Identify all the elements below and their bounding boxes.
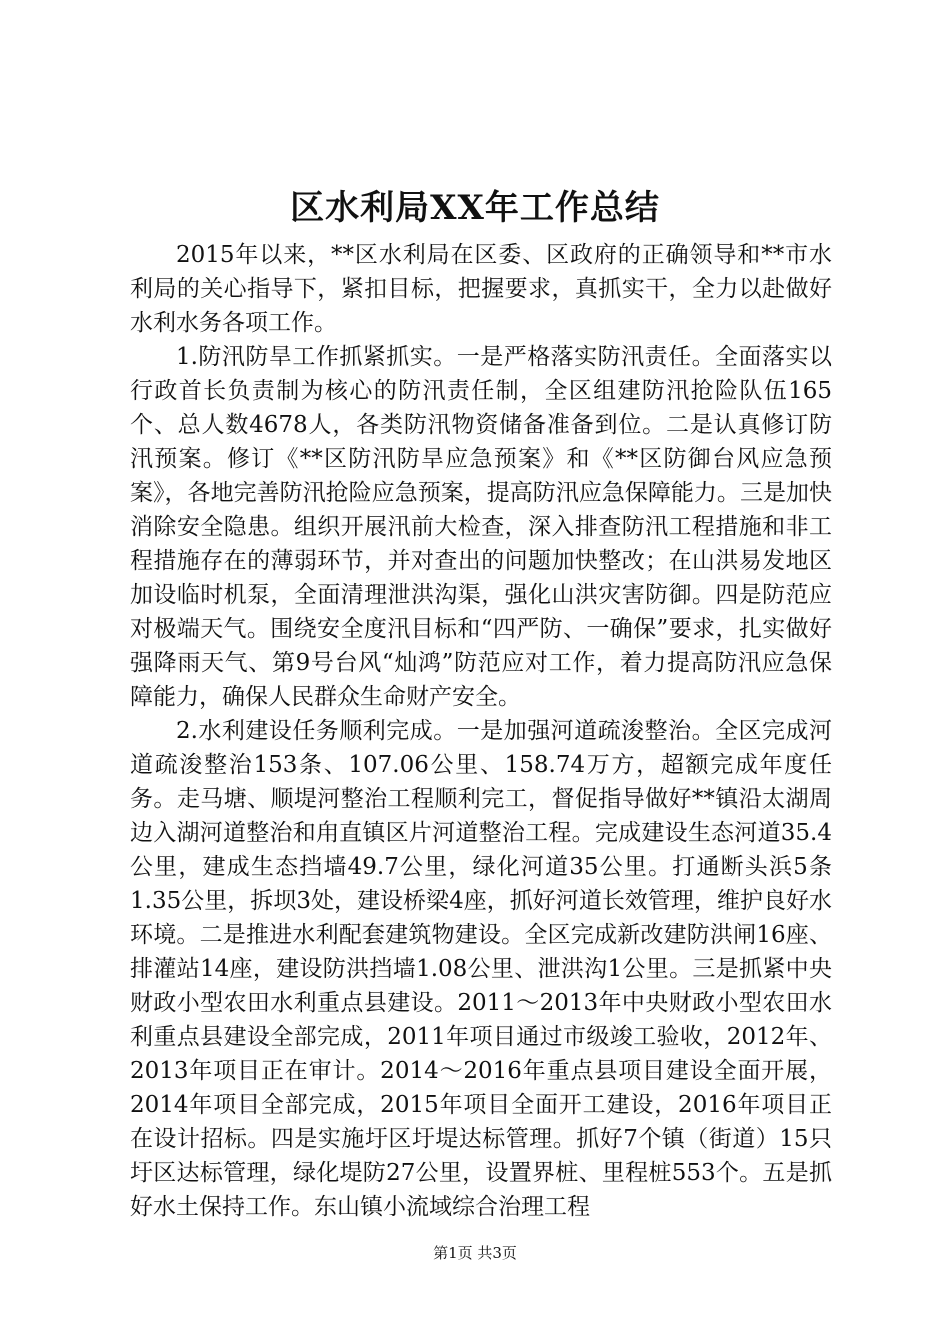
paragraph-intro: 2015年以来，**区水利局在区委、区政府的正确领导和**市水利局的关心指导下，紧扣目标，把握要求，真抓实干，全力以赴做好水利水务各项工作。 <box>130 242 832 336</box>
document-body <box>130 238 832 1224</box>
paragraph-water-construction: 2.水利建设任务顺利完成。一是加强河道疏浚整治。全区完成河道疏浚整治153条、107.06公里、158.74万方，超额完成年度任务。走马塘、顺堤河整治工程顺利完工，督促指导做好**镇沿太湖周边入湖河道整治和甪直镇区片河道整治工程。完成建设生态河道35.4公里，建成生态挡墙49.7公里，绿化河道35公里。打通断头浜5条1.35公里，拆坝3处，建设桥梁4座，抓好河道长效管理，维护良好水环境。二是推进水利配套建筑物建设。全区完成新改建防洪闸16座、排灌站14座，建设防洪挡墙1.08公里、泄洪沟1公里。三是抓紧中央财政小型农田水利重点县建设。2011～2013年中央财政小型农田水利重点县建设全部完成，2011年项目通过市级竣工验收，2012年、2013年项目正在审计。2014～2016年重点县项目建设全面开展，2014年项目全部完成，2015年项目全面开工建设，2016年项目正在设计招标。四是实施圩区圩堤达标管理。抓好7个镇（街道）15只圩区达标管理，绿化堤防27公里，设置界桩、里程桩553个。五是抓好水土保持工作。东山镇小流域综合治理工程 <box>130 718 832 1220</box>
page-number-footer: 第1页 共3页 <box>433 1244 517 1262</box>
document-title: 区水利局XX年工作总结 <box>290 188 660 228</box>
paragraph-flood-control: 1.防汛防旱工作抓紧抓实。一是严格落实防汛责任。全面落实以行政首长负责制为核心的防汛责任制，全区组建防汛抢险队伍165个、总人数4678人，各类防汛物资储备准备到位。二是认真修订防汛预案。修订《**区防汛防旱应急预案》和《**区防御台风应急预案》，各地完善防汛抢险应急预案，提高防汛应急保障能力。三是加快消除安全隐患。组织开展汛前大检查，深入排查防汛工程措施和非工程措施存在的薄弱环节，并对查出的问题加快整改；在山洪易发地区加设临时机泵，全面清理泄洪沟渠，强化山洪灾害防御。四是防范应对极端天气。围绕安全度汛目标和“四严防、一确保”要求，扎实做好强降雨天气、第9号台风“灿鸿”防范应对工作，着力提高防汛应急保障能力，确保人民群众生命财产安全。 <box>130 344 832 710</box>
